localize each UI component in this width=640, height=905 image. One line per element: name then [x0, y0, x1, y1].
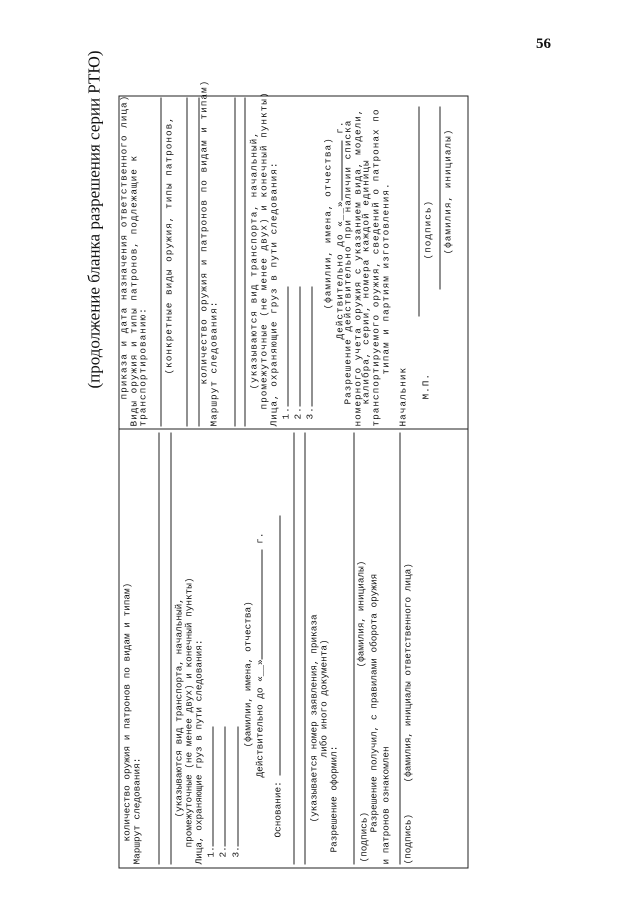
- form-right-column: [118, 79, 467, 429]
- text-line: приказа и дата назначения ответственного лица): [118, 94, 129, 399]
- fill-line: [234, 97, 235, 426]
- fill-line: [353, 432, 354, 864]
- form-left-column: [119, 428, 467, 867]
- fill-line: [304, 432, 305, 864]
- text-line: промежуточные (не менее двух) и конечный пункты): [183, 576, 194, 847]
- item-number: 3.: [304, 405, 315, 419]
- text-line: количество оружия и патронов по видам и типам): [121, 582, 132, 841]
- item-number: 2.: [217, 845, 228, 857]
- text-line: либо иного документа): [318, 638, 329, 757]
- signature-caption: (подпись): [358, 811, 369, 862]
- valid-until-line: [253, 532, 265, 777]
- text-line: (конкретные виды оружия, типы патронов,: [163, 115, 174, 374]
- guard-2: [216, 726, 228, 857]
- fill-line: [158, 432, 159, 864]
- text-line: (указывается номер заявления, приказа: [308, 613, 319, 822]
- text-line: (указываются вид транспорта, начальный,: [248, 130, 259, 389]
- fill-line: [399, 432, 400, 864]
- guards-label: Лица, охраняющие груз в пути следования:: [268, 160, 279, 426]
- guard-1: [204, 726, 216, 857]
- signature-caption: (подпись): [422, 199, 433, 259]
- text-line: количество оружия и патронов по видам и типам): [198, 79, 209, 384]
- name-caption: (фамилия, инициалы): [355, 560, 366, 667]
- route-label: Маршрут следования:: [131, 757, 142, 864]
- text-line: Разрешение получил, с правилами оборота оружия: [368, 573, 379, 832]
- item-number: 1.: [280, 405, 291, 419]
- text-line: и патронов ознакомлен: [380, 745, 391, 864]
- signature-caption: (подпись): [402, 813, 413, 864]
- text-line: Виды оружия и типы патронов, подлежащие к: [128, 154, 139, 426]
- text-line: (фамилии, имена, отчества): [242, 600, 253, 747]
- fill-line: [170, 432, 171, 864]
- fill-line: [291, 286, 300, 406]
- item-number: 2.: [292, 405, 303, 419]
- page-number: 56: [536, 36, 551, 52]
- fill-line: [279, 286, 288, 406]
- fill-line: [216, 726, 225, 846]
- fill-line: [271, 515, 280, 775]
- route-label: Маршрут следования:: [208, 300, 219, 426]
- text-line: калибра, серии, номера каждой единицы: [360, 158, 371, 404]
- text-line: транспортированию:: [137, 306, 148, 426]
- year-suffix: г.: [254, 531, 265, 544]
- guard-2: [291, 286, 303, 419]
- signature-line: [418, 106, 419, 316]
- fill-line: [253, 549, 262, 659]
- text-line: типам и партиям изготовления.: [380, 181, 391, 374]
- issued-by-label: Разрешение оформил:: [328, 745, 339, 852]
- basis-label: Основание:: [272, 780, 283, 837]
- text-line: промежуточные (не менее двух) и конечный пункты): [258, 90, 269, 409]
- item-number: 3.: [230, 845, 241, 857]
- fill-line: [293, 432, 294, 864]
- fill-line: [204, 726, 213, 846]
- page-header: (продолжение бланка разрешения серии РТЮ): [84, 50, 103, 389]
- item-number: 1.: [205, 845, 216, 857]
- text-line: номерного учета оружия с указанием вида, модели,: [352, 107, 363, 426]
- fill-line: [244, 97, 245, 426]
- name-line: [439, 106, 440, 289]
- fill-line: [303, 286, 312, 406]
- basis-line: [271, 515, 283, 837]
- text-line: транспортируемого оружия, сведений о патронах по: [370, 107, 381, 426]
- stamp-place-label: М.П.: [420, 372, 431, 399]
- guard-3: [303, 286, 315, 419]
- name-caption: (фамилия, инициалы): [442, 128, 453, 254]
- guards-label: Лица, охраняющие груз в пути следования:: [193, 638, 204, 864]
- fill-line: [229, 726, 238, 846]
- fill-line: [160, 97, 161, 426]
- chief-label: Начальник: [397, 366, 408, 426]
- guard-3: [229, 726, 241, 857]
- fill-line: [186, 97, 187, 426]
- valid-until-label: Действительно до «__»: [334, 199, 345, 339]
- year-suffix: г.: [334, 119, 345, 134]
- permit-form-table: [118, 79, 468, 868]
- text-line: (фамилии, имена, отчества): [322, 136, 333, 309]
- text-line: (указываются вид транспорта, начальный,: [173, 597, 184, 817]
- valid-until-label: Действительно до «__»: [254, 658, 265, 777]
- fill-line: [333, 140, 342, 200]
- name-caption: (фамилия, инициалы ответственного лица): [402, 562, 413, 782]
- guard-1: [279, 286, 291, 419]
- text-line: Разрешение действительно при наличии списка: [342, 119, 353, 404]
